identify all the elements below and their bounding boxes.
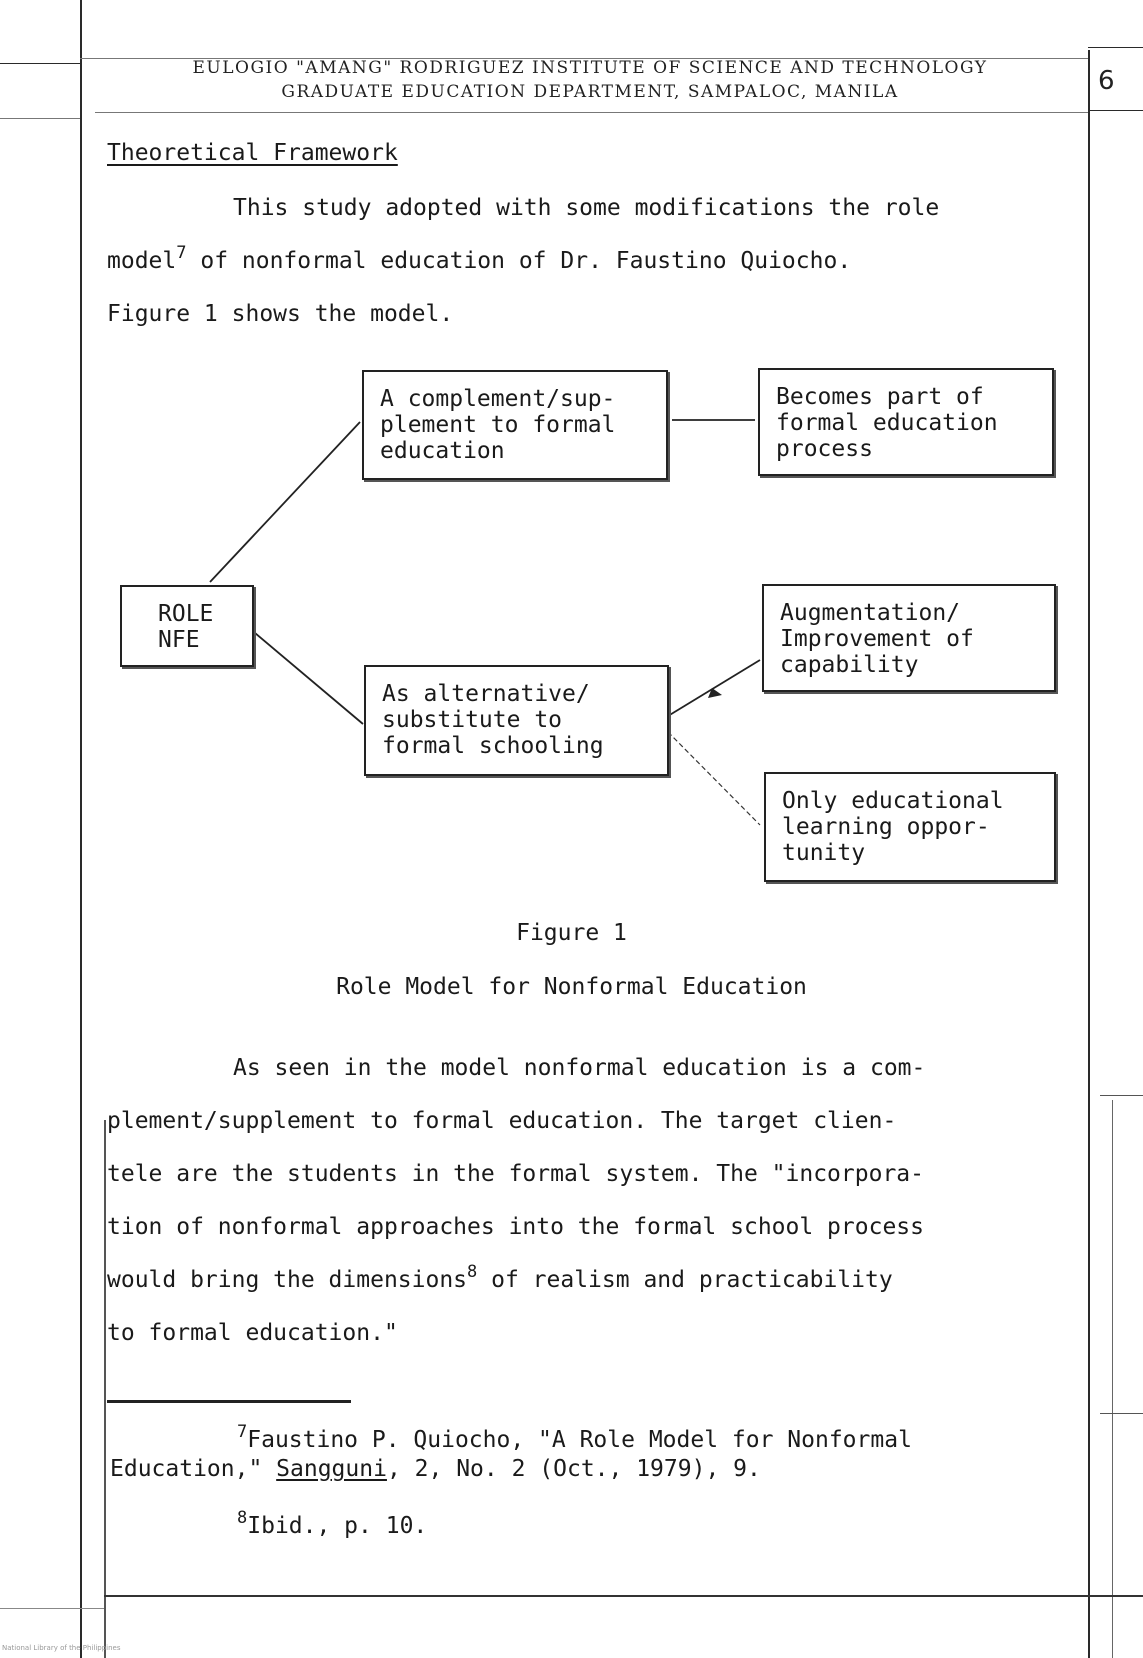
connector-root-complement (210, 422, 360, 582)
page-number: 6 (1098, 66, 1115, 96)
intro-line-2-end: of nonformal education of Dr. Faustino Quiocho. (186, 248, 852, 274)
bottom-rule (104, 1595, 1143, 1597)
connector-alternative-augmentation (668, 660, 760, 716)
footnote-7-text-2b: , 2, No. 2 (Oct., 1979), 9. (386, 1456, 761, 1482)
top-left-rule (0, 63, 80, 64)
footnote-7-text-2a: Education," (110, 1456, 277, 1482)
right-rule-a (1100, 1095, 1143, 1096)
figure-label: Figure 1 (516, 920, 627, 946)
footnote-ref-7: 7 (176, 243, 187, 263)
footnote-7-line-2 (110, 1455, 761, 1483)
footnote-8-mark: 8 (237, 1508, 248, 1528)
box-role-nfe: ROLE NFE (120, 585, 254, 667)
scan-watermark: National Library of the Philippines (2, 1644, 121, 1652)
intro-line-2 (107, 235, 1057, 288)
body-paragraph (107, 1042, 1057, 1360)
body-line-4: tion of nonformal approaches into the formal school process (107, 1214, 924, 1240)
footnote-8 (237, 1508, 428, 1540)
footnote-7-mark: 7 (237, 1422, 248, 1442)
footnote-ref-8: 8 (467, 1262, 478, 1282)
footnote-7-journal: Sangguni (276, 1456, 387, 1482)
right-outer-rule (1112, 1100, 1113, 1658)
page-header (100, 56, 1080, 104)
connector-alternative-only (668, 732, 760, 825)
intro-line-1: This study adopted with some modifications the role (233, 195, 940, 221)
intro-paragraph (107, 182, 1057, 341)
footnote-separator (107, 1400, 351, 1403)
right-margin-rule (1088, 50, 1090, 1658)
bottom-left-rule (0, 1608, 104, 1609)
figure-title: Role Model for Nonformal Education (336, 974, 807, 1000)
footnote-7-line-1 (237, 1422, 912, 1454)
right-rule-b (1100, 1413, 1143, 1414)
header-institution: EULOGIO "AMANG" RODRIGUEZ INSTITUTE OF SCIENCE AND TECHNOLOGY (192, 58, 988, 78)
left-margin-rule (80, 0, 82, 1658)
left-inner-rule (104, 1120, 106, 1658)
arrowhead-augmentation (708, 688, 722, 698)
body-line-5-start: would bring the dimensions (107, 1267, 468, 1293)
body-line-5 (107, 1254, 1057, 1307)
box-becomes-part: Becomes part of formal education process (758, 368, 1054, 476)
connector-root-alternative (255, 633, 363, 724)
intro-line-2-start: model (107, 248, 177, 274)
footnote-7-text-1: Faustino P. Quiocho, "A Role Model for Nonformal (247, 1427, 912, 1453)
body-line-3: tele are the students in the formal system. The "incorpora- (107, 1161, 924, 1187)
header-bottom-rule (95, 112, 1088, 113)
section-title: Theoretical Framework (107, 140, 398, 166)
box-only-opportunity: Only educational learning oppor- tunity (764, 772, 1056, 882)
top-left-rule-2 (0, 118, 80, 119)
header-department: GRADUATE EDUCATION DEPARTMENT, SAMPALOC, MANILA (281, 82, 899, 102)
box-alternative: As alternative/ substitute to formal schooling (364, 665, 669, 776)
body-line-1: As seen in the model nonformal education is a com- (233, 1055, 926, 1081)
box-augmentation: Augmentation/ Improvement of capability (762, 584, 1056, 692)
intro-line-3: Figure 1 shows the model. (107, 301, 454, 327)
footnote-8-text: Ibid., p. 10. (247, 1513, 428, 1539)
body-line-5-end: of realism and practicability (477, 1267, 893, 1293)
box-complement: A complement/sup- plement to formal education (362, 370, 668, 480)
right-top-rule (1088, 47, 1143, 48)
right-mid-rule (1088, 110, 1143, 111)
body-line-2: plement/supplement to formal education. The target clien- (107, 1108, 897, 1134)
body-line-6: to formal education." (107, 1320, 398, 1346)
